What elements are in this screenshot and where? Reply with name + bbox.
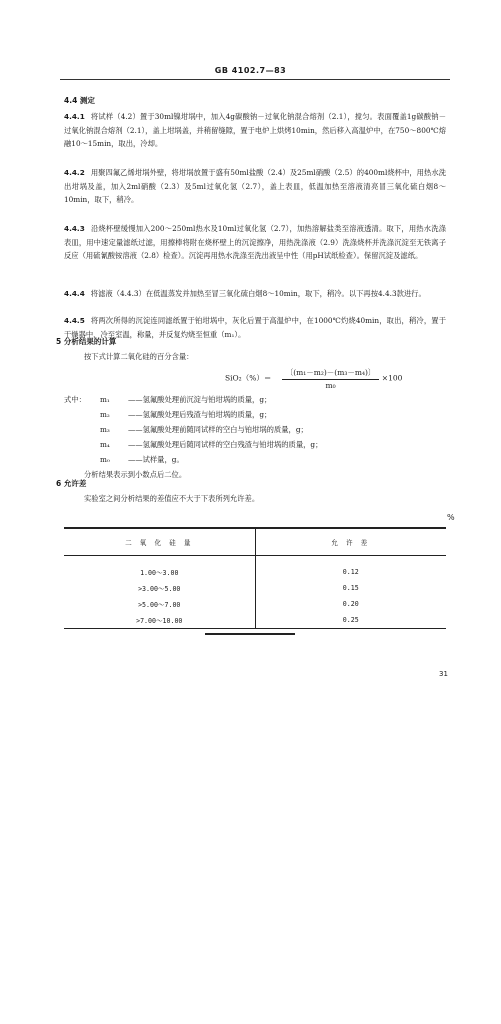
legend-prefix: 式中： xyxy=(64,395,86,404)
table-cell-range: >3.00～5.00 xyxy=(64,580,255,596)
step-text: 将滤液（4.4.3）在低温蒸发并加热至冒三氧化硫白烟8～10min，取下，稍冷。以下再按4.4.3款进行。 xyxy=(90,289,426,298)
column-header-tolerance: 允 许 差 xyxy=(255,528,446,556)
step-number: 4.4.4 xyxy=(64,289,85,298)
legend-symbol: m₃ xyxy=(100,425,110,434)
table-cell-range: >5.00～7.00 xyxy=(64,596,255,612)
column-header-silica: 二 氧 化 硅 量 xyxy=(64,528,255,556)
legend-symbol: m₄ xyxy=(100,440,110,449)
formula-denominator: m₀ xyxy=(325,381,336,390)
legend-symbol: m₂ xyxy=(100,410,110,419)
table-cell-tolerance: 0.25 xyxy=(255,612,446,629)
legend-row xyxy=(64,422,446,437)
legend-desc: ——试样量，g。 xyxy=(128,455,184,464)
table-row xyxy=(64,596,446,612)
table-cell-range: 1.00～3.00 xyxy=(64,564,255,580)
step-text: 沿烧杯壁缓慢加入200～250ml热水及10ml过氧化氢（2.7），加热溶解盐类至溶液透清。取下，用热水洗涤表皿，用中速定量滤纸过滤，用擦棒将附在烧杯壁上的沉淀擦净，用热洗涤液（2.9）洗涤烧杯并洗涤沉淀至无铁离子反应（用硫氰酸铵溶液（2.8）检查）。沉淀再用热水洗涤至洗出液呈中性（用pH试纸检查）。保留沉淀及滤纸。 xyxy=(64,224,446,261)
section-heading-5: 5 分析结果的计算 xyxy=(56,337,117,346)
legend-desc: ——氢氟酸处理后随同试样的空白残渣与铂坩埚的质量，g； xyxy=(128,440,323,449)
legend-row xyxy=(64,392,446,407)
formula-numerator: 〔(m₁－m₂)－(m₃－m₄)〕 xyxy=(282,367,380,380)
sio2-formula xyxy=(225,367,402,390)
legend-symbol: m₁ xyxy=(100,395,110,404)
legend-row xyxy=(64,452,446,467)
legend-note-row xyxy=(64,467,446,482)
tolerance-table xyxy=(64,527,446,629)
section-heading-4-4: 4.4 测定 xyxy=(64,96,95,105)
table-cell-tolerance: 0.12 xyxy=(342,568,359,576)
table-cell-tolerance: 0.15 xyxy=(342,584,359,592)
step-text: 将两次所得的沉淀连同滤纸置于铂坩埚中，灰化后置于高温炉中，在1000℃灼烧40min，取出，稍冷，置于干燥器中，冷至室温，称量，并反复灼烧至恒重（m₁）。 xyxy=(64,316,446,339)
legend-desc: ——氢氟酸处理后残渣与铂坩埚的质量，g； xyxy=(128,410,272,419)
result-precision-note: 分析结果表示到小数点后二位。 xyxy=(84,470,187,479)
table-row xyxy=(64,580,446,596)
formula-fraction xyxy=(282,367,380,390)
legend-desc: ——氢氟酸处理前沉淀与铂坩埚的质量，g； xyxy=(128,395,272,404)
step-4-4-2 xyxy=(64,166,446,207)
step-4-4-5 xyxy=(64,314,446,341)
variable-legend xyxy=(64,392,446,482)
page-number: 31 xyxy=(439,670,448,678)
step-number: 4.4.1 xyxy=(64,112,85,121)
document-header: GB 4102.7—83 xyxy=(214,66,287,75)
step-number: 4.4.2 xyxy=(64,168,85,177)
table-cell-tolerance: 0.20 xyxy=(342,600,359,608)
legend-row xyxy=(64,407,446,422)
table-header-row xyxy=(64,528,446,556)
end-rule xyxy=(205,633,295,635)
step-text: 用聚四氟乙烯坩埚外壁，将坩埚放置于盛有50ml盐酸（2.4）及25ml硝酸（2.5）的400ml烧杯中，用热水洗出坩埚及盖，加入2ml硝酸（2.3）及5ml过氧化氢（2.7），盖上表皿，低温加热至溶液清亮冒三氧化硫白烟8～10min，取下，稍冷。 xyxy=(64,168,446,205)
table-cell-range: >7.00～10.00 xyxy=(64,612,255,629)
step-number: 4.4.3 xyxy=(64,224,85,233)
formula-tail: ×100 xyxy=(381,373,403,383)
tolerance-intro: 实验室之间分析结果的差值应不大于下表所列允许差。 xyxy=(84,494,260,503)
step-4-4-3 xyxy=(64,222,446,263)
header-rule xyxy=(60,79,450,80)
step-4-4-4 xyxy=(64,287,446,301)
section-heading-6: 6 允许差 xyxy=(56,479,87,488)
legend-desc: ——氢氟酸处理前随同试样的空白与铂坩埚的质量，g； xyxy=(128,425,308,434)
step-number: 4.4.5 xyxy=(64,316,85,325)
legend-symbol: m₀ xyxy=(100,455,110,464)
table-row xyxy=(64,612,446,629)
calc-intro: 按下式计算二氧化硅的百分含量： xyxy=(84,352,194,361)
legend-row xyxy=(64,437,446,452)
table-unit: % xyxy=(447,513,455,522)
step-text: 将试样（4.2）置于30ml镍坩埚中，加入4g碳酸钠－过氧化钠混合熔剂（2.1），搅匀。表面覆盖1g碳酸钠－过氧化钠混合熔剂（2.1），盖上坩埚盖，并稍留缝隙，置于电炉上烘烤10min，然后移入高温炉中，在750～800℃熔融10～15min，取出，冷却。 xyxy=(64,112,446,149)
table-row xyxy=(64,564,446,580)
step-4-4-1 xyxy=(64,110,446,151)
formula-lhs: SiO₂（%）＝ xyxy=(225,373,272,383)
